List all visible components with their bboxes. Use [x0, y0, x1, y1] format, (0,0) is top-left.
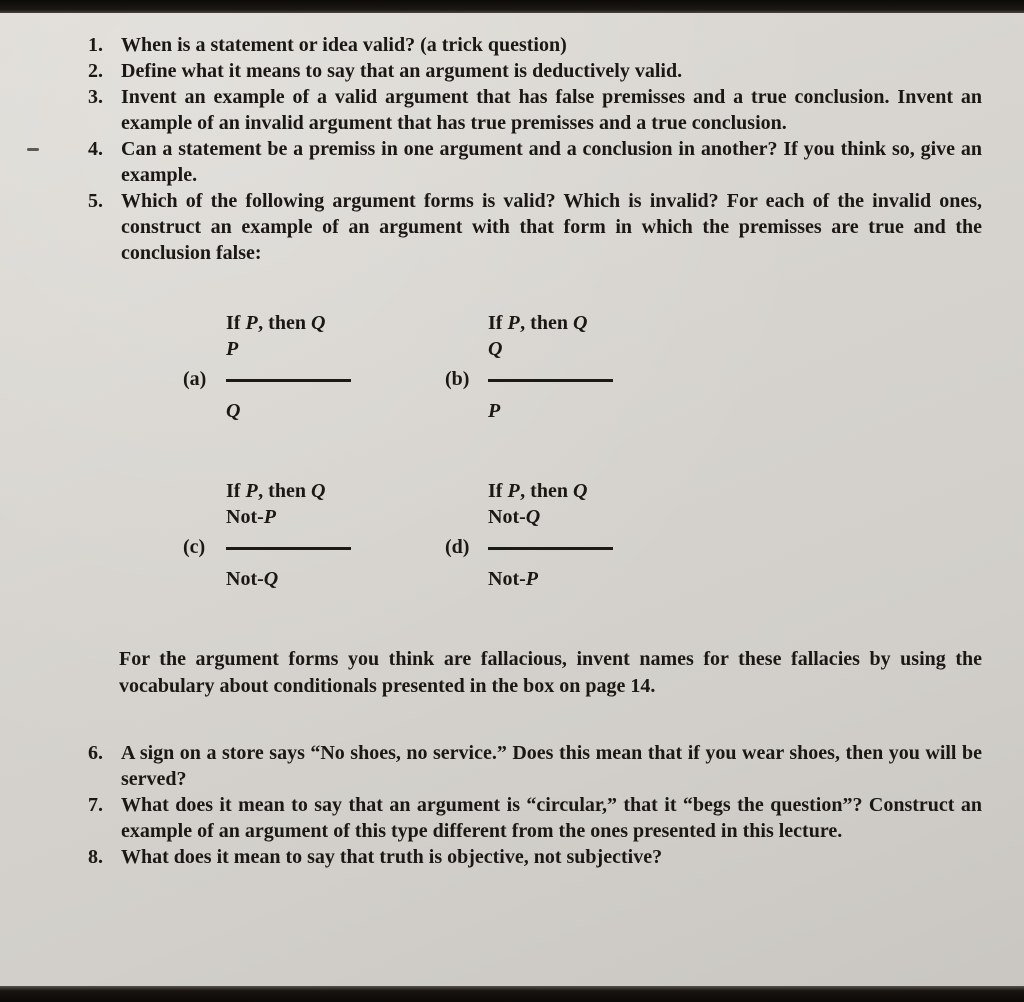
question-text: Which of the following argument forms is valid? Which is invalid? For each of the invalid ones, construct an example of an argument with that form in which the premisses are true and the conclusion false:	[121, 190, 982, 264]
argument-form-a	[183, 310, 445, 424]
question-item-3	[88, 84, 982, 136]
question-text: Can a statement be a premiss in one argument and a conclusion in another? If you think so, give an example.	[121, 138, 982, 186]
form-label: (b)	[445, 368, 470, 390]
question-item-8	[88, 844, 982, 870]
fraction-rule-row	[183, 530, 445, 564]
question-item-5	[88, 188, 982, 266]
question-number: 4.	[88, 138, 103, 160]
inference-rule-line	[488, 379, 613, 382]
argument-forms	[183, 310, 982, 592]
premise-line: If P, then Q	[488, 312, 588, 334]
question-text: What does it mean to say that an argument is “circular,” that it “begs the question”? Construct an example of an argument of this type different from the ones presented in this lecture.	[121, 794, 982, 842]
page-content	[88, 32, 982, 870]
inference-rule-line	[226, 379, 351, 382]
question-number: 5.	[88, 190, 103, 212]
premise-line: If P, then Q	[226, 480, 326, 502]
argument-form-d	[445, 478, 982, 592]
inference-rule-line	[226, 547, 351, 550]
question-text: A sign on a store says “No shoes, no service.” Does this mean that if you wear shoes, then you will be served?	[121, 742, 982, 790]
question-item-1	[88, 32, 982, 58]
premise-line: Not-Q	[488, 506, 541, 528]
fraction-rule-row	[183, 362, 445, 396]
conclusion-line: Q	[226, 400, 241, 422]
fraction-rule-row	[445, 362, 982, 396]
question-number: 3.	[88, 86, 103, 108]
premise-line: Q	[488, 338, 503, 360]
question-text: Invent an example of a valid argument that has false premisses and a true conclusion. Invent an example of an invalid argument that has true premisses and a true conclusion.	[121, 86, 982, 134]
question-item-6	[88, 740, 982, 792]
conclusion-line: Not-Q	[226, 568, 279, 590]
question-number: 2.	[88, 60, 103, 82]
question-item-7	[88, 792, 982, 844]
form-label: (a)	[183, 368, 207, 390]
inference-rule-line	[488, 547, 613, 550]
question-text: What does it mean to say that truth is objective, not subjective?	[121, 846, 663, 868]
argument-form-c	[183, 478, 445, 592]
conclusion-line: P	[488, 400, 501, 422]
questions-6-8	[88, 740, 982, 870]
fallacy-naming-note: For the argument forms you think are fallacious, invent names for these fallacies by using the vocabulary about conditionals presented in the box on page 14.	[119, 648, 982, 697]
question-item-4	[88, 136, 982, 188]
premise-line: If P, then Q	[488, 480, 588, 502]
premise-line: P	[226, 338, 239, 360]
form-label: (d)	[445, 536, 470, 558]
question-number: 6.	[88, 742, 103, 764]
form-label: (c)	[183, 536, 206, 558]
scan-artifact-dash	[27, 148, 39, 151]
question-text: Define what it means to say that an argument is deductively valid.	[121, 60, 683, 82]
question-number: 8.	[88, 846, 103, 868]
premise-line: Not-P	[226, 506, 277, 528]
argument-form-b	[445, 310, 982, 424]
premise-line: If P, then Q	[226, 312, 326, 334]
question-item-2	[88, 58, 982, 84]
conclusion-line: Not-P	[488, 568, 539, 590]
scan-edge-bar-top	[0, 0, 1024, 13]
question-number: 7.	[88, 794, 103, 816]
scan-edge-bar-bottom	[0, 986, 1024, 1002]
question-number: 1.	[88, 34, 103, 56]
fraction-rule-row	[445, 530, 982, 564]
question-text: When is a statement or idea valid? (a trick question)	[121, 34, 567, 56]
